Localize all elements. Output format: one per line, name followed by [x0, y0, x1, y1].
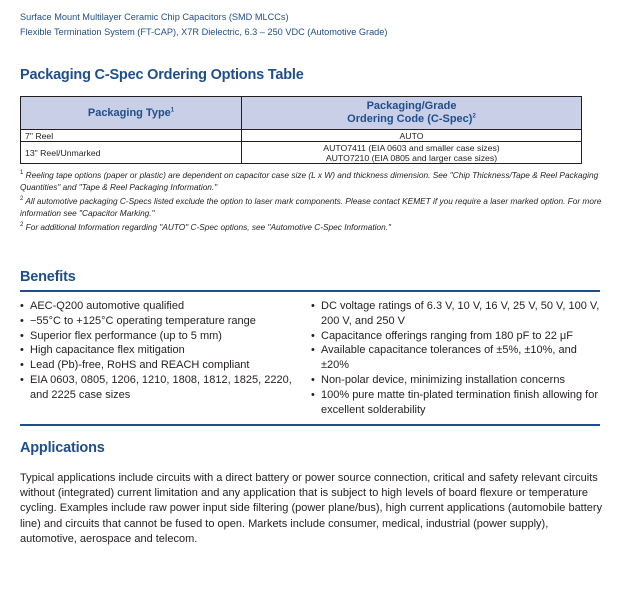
benefit-text: DC voltage ratings of 6.3 V, 10 V, 16 V, 25 V, 50 V, 100 V, 200 V, and 250 V [321, 300, 600, 327]
benefit-text: Capacitance offerings ranging from 180 pF to 22 μF [321, 329, 573, 342]
footnote [20, 222, 605, 234]
list-item [20, 343, 300, 358]
applications-title: Applications [20, 440, 105, 456]
document-header [20, 10, 387, 40]
packaging-section-title: Packaging C-Spec Ordering Options Table [20, 67, 304, 83]
list-item [20, 358, 300, 373]
benefit-text: AEC-Q200 automotive qualified [30, 300, 185, 312]
ordering-code-line: AUTO7210 (EIA 0805 and larger case sizes) [325, 152, 498, 163]
bullet: • [20, 314, 24, 327]
packaging-table [20, 96, 582, 164]
footnote-mark: 1 [20, 170, 24, 177]
list-item [311, 373, 601, 388]
footnote-mark: 2 [20, 222, 24, 229]
footnote-mark: 2 [472, 113, 476, 120]
benefits-title: Benefits [20, 269, 76, 285]
packaging-type-header-text: Packaging Type [87, 106, 171, 119]
list-item [20, 373, 300, 403]
benefit-text: EIA 0603, 0805, 1206, 1210, 1808, 1812, 1825, 2220, and 2225 case sizes [30, 373, 292, 401]
ordering-code-cell [242, 130, 582, 142]
ordering-code-cell [242, 142, 582, 164]
footnote-mark: 2 [20, 196, 24, 203]
list-item [311, 329, 601, 344]
table-header-ordering-code [242, 97, 582, 130]
header-line-2: Flexible Termination System (FT-CAP), X7R Dielectric, 6.3 – 250 VDC (Automotive Grade) [20, 27, 388, 37]
benefit-text: Lead (Pb)-free, RoHS and REACH compliant [30, 359, 250, 372]
benefit-text: High capacitance flex mitigation [30, 344, 185, 357]
bullet: • [20, 373, 24, 386]
benefit-text: Superior flex performance (up to 5 mm) [30, 329, 222, 342]
ordering-code-header-text: Ordering Code (C-Spec) [347, 113, 473, 125]
applications-divider [20, 424, 600, 426]
benefit-text: Available capacitance tolerances of ±5%, ±10%, and ±20% [321, 344, 577, 372]
benefit-text: −55°C to +125°C operating temperature range [30, 314, 256, 327]
footnote [20, 170, 605, 193]
bullet: • [311, 344, 315, 357]
ordering-code-line: AUTO7411 (EIA 0603 and smaller case sizes) [323, 142, 500, 153]
benefits-divider [20, 290, 600, 292]
footnote-mark: 1 [170, 106, 175, 113]
benefits-list-right [311, 299, 601, 417]
bullet: • [311, 300, 315, 312]
bullet: • [311, 388, 315, 401]
bullet: • [20, 300, 24, 312]
ordering-code-line: AUTO [399, 130, 424, 141]
packaging-type-cell: 7" Reel [21, 130, 242, 142]
list-item [311, 343, 601, 373]
benefit-text: 100% pure matte tin-plated termination finish allowing for excellent solderability [321, 388, 598, 416]
list-item [311, 388, 601, 418]
footnote-text: Reeling tape options (paper or plastic) are dependent on capacitor case size (L x W) and thickness dimension. See "Chip Thickness/Tape & Reel Packaging Quantities" and "Tape & Reel Packaging Information." [20, 170, 599, 192]
footnote-text: For additional Information regarding "AUTO" C-Spec options, see "Automotive C-Spec Information." [25, 222, 391, 233]
ordering-code-header-line-2 [242, 113, 581, 126]
header-line-1: Surface Mount Multilayer Ceramic Chip Capacitors (SMD MLCCs) [20, 12, 289, 22]
table-footnotes [20, 170, 605, 237]
footnote-text: All automotive packaging C-Specs listed exclude the option to laser mark components. Please contact KEMET if you require a laser marked option. For more information see "Capacitor Marking." [20, 196, 602, 218]
table-header-packaging-type [21, 97, 242, 130]
benefits-list-left [20, 299, 300, 403]
table-row [21, 130, 582, 142]
footnote [20, 196, 605, 219]
table-header-row [21, 97, 582, 130]
packaging-type-cell: 13" Reel/Unmarked [21, 142, 242, 164]
ordering-code-header-line-1: Packaging/Grade [366, 100, 457, 112]
applications-paragraph: Typical applications include circuits with a direct battery or power source connection, critical and safety relevant circuits without (integrated) current limitation and any application that is subject to high levels of board flexure or temperature cycling. Examples include raw power input side filtering (power plane/bus), high current applications (automobile battery line) and circuits that cannot be fused to open. Markets include consumer, medical, industrial (power supply), automotive, aerospace and telecom. [20, 472, 603, 545]
list-item [311, 299, 601, 329]
bullet: • [20, 344, 24, 357]
bullet: • [20, 359, 24, 372]
bullet: • [311, 329, 315, 342]
bullet: • [311, 373, 315, 386]
table-row [21, 142, 582, 164]
benefit-text: Non-polar device, minimizing installation concerns [321, 373, 565, 386]
list-item [20, 299, 300, 314]
bullet: • [20, 329, 24, 342]
list-item [20, 314, 300, 329]
list-item [20, 329, 300, 344]
